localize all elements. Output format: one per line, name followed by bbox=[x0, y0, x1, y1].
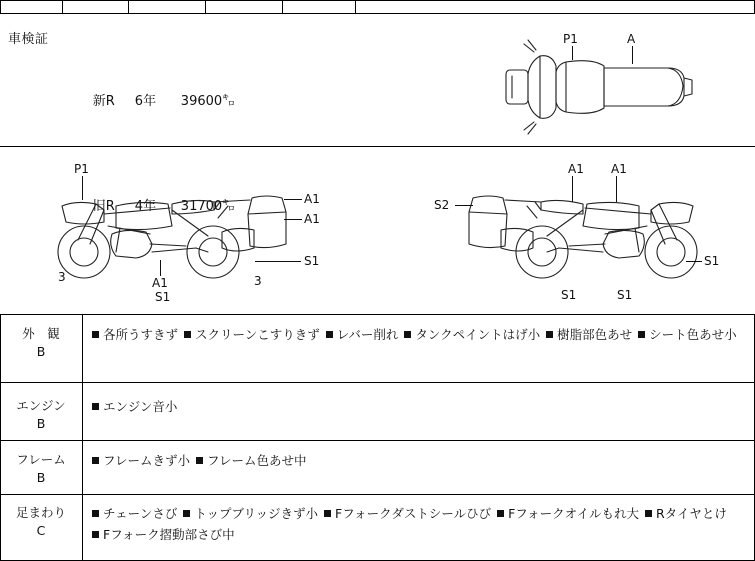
table-left-border bbox=[0, 314, 1, 561]
label-leader bbox=[82, 176, 83, 200]
diagram-label: S1 bbox=[704, 254, 720, 268]
bullet-icon bbox=[196, 457, 203, 464]
rule-row bbox=[0, 494, 755, 495]
condition-item: フレーム色あせ中 bbox=[207, 453, 307, 468]
bullet-icon bbox=[92, 510, 99, 517]
bullet-icon bbox=[92, 457, 99, 464]
diagram-label: A1 bbox=[304, 212, 320, 226]
toprow-divider bbox=[0, 0, 1, 13]
label-leader bbox=[284, 219, 302, 220]
condition-items bbox=[92, 324, 742, 345]
bullet-icon bbox=[645, 510, 652, 517]
condition-item: 各所うすきず bbox=[103, 327, 179, 342]
label-leader bbox=[255, 261, 301, 262]
bullet-icon bbox=[638, 331, 645, 338]
toprow-divider bbox=[282, 0, 283, 13]
shaken-amount: 39600㌔ bbox=[180, 94, 236, 109]
label-leader bbox=[455, 205, 473, 206]
condition-grade: B bbox=[36, 470, 46, 485]
label-leader bbox=[686, 261, 702, 262]
label-leader bbox=[572, 176, 573, 202]
shaken-type: 旧R bbox=[92, 199, 115, 214]
label-leader bbox=[572, 46, 573, 60]
shaken-label: 車検証 bbox=[8, 32, 49, 47]
condition-item: Rタイヤとけ bbox=[656, 506, 727, 521]
side-view-svg bbox=[0, 148, 755, 314]
condition-category: 足まわり bbox=[15, 505, 66, 520]
bullet-icon bbox=[497, 510, 504, 517]
rule-top bbox=[0, 0, 755, 1]
toprow-divider bbox=[355, 0, 356, 13]
bullet-icon bbox=[326, 331, 333, 338]
toprow-divider bbox=[205, 0, 206, 13]
rule-row bbox=[0, 440, 755, 441]
side-view-diagrams bbox=[0, 148, 755, 314]
toprow-divider bbox=[62, 0, 63, 13]
diagram-label: A1 bbox=[611, 162, 627, 176]
bullet-icon bbox=[92, 531, 99, 538]
label-leader bbox=[160, 260, 161, 276]
diagram-label: P1 bbox=[74, 162, 89, 176]
condition-item: エンジン音小 bbox=[103, 399, 178, 414]
condition-item: レバー削れ bbox=[336, 327, 399, 342]
condition-item: Fフォークオイルもれ大 bbox=[508, 506, 640, 521]
shaken-years: 4年 bbox=[134, 199, 157, 214]
diagram-label: S1 bbox=[561, 288, 577, 302]
condition-category: 外 観 bbox=[22, 326, 60, 341]
condition-grade: B bbox=[36, 416, 46, 431]
diagram-label: A bbox=[627, 32, 636, 46]
condition-item: フレームきず小 bbox=[103, 453, 191, 468]
diagram-label: S1 bbox=[155, 290, 171, 304]
front-view-diagram bbox=[0, 14, 755, 146]
shaken-years: 6年 bbox=[134, 94, 157, 109]
diagram-label: 3 bbox=[254, 274, 262, 288]
condition-grade: C bbox=[36, 523, 46, 538]
condition-item: スクリーンこすりきず bbox=[195, 327, 320, 342]
condition-items bbox=[92, 450, 742, 471]
diagram-label: S2 bbox=[434, 198, 450, 212]
label-leader bbox=[284, 199, 302, 200]
shaken-type: 新R bbox=[92, 94, 115, 109]
bullet-icon bbox=[92, 331, 99, 338]
shaken-amount: 31700㌔ bbox=[180, 199, 236, 214]
condition-item: トップブリッジきず小 bbox=[194, 506, 319, 521]
condition-item: Fフォーク摺動部さび中 bbox=[103, 527, 235, 542]
condition-items bbox=[92, 396, 742, 417]
bullet-icon bbox=[184, 331, 191, 338]
rule-under-top-diagram bbox=[0, 146, 755, 147]
diagram-label: 3 bbox=[58, 270, 66, 284]
bullet-icon bbox=[324, 510, 331, 517]
rule-under-side-diagrams bbox=[0, 314, 755, 315]
bullet-icon bbox=[404, 331, 411, 338]
front-view-svg bbox=[0, 14, 755, 146]
condition-category: エンジン bbox=[16, 398, 66, 413]
bullet-icon bbox=[546, 331, 553, 338]
condition-item: Fフォークダストシールひび bbox=[335, 506, 492, 521]
condition-item: 樹脂部色あせ bbox=[557, 327, 633, 342]
diagram-label: S1 bbox=[617, 288, 633, 302]
label-leader bbox=[632, 46, 633, 64]
category-column-divider bbox=[82, 314, 83, 561]
rule-row bbox=[0, 382, 755, 383]
diagram-label: S1 bbox=[304, 254, 320, 268]
condition-item: チェーンさび bbox=[103, 506, 178, 521]
condition-grade: B bbox=[36, 344, 46, 359]
bullet-icon bbox=[183, 510, 190, 517]
condition-item: タンクペイントはげ小 bbox=[415, 327, 541, 342]
diagram-label: P1 bbox=[563, 32, 578, 46]
bullet-icon bbox=[92, 403, 99, 410]
condition-item: シート色あせ小 bbox=[649, 327, 737, 342]
label-leader bbox=[616, 176, 617, 202]
toprow-divider bbox=[128, 0, 129, 13]
diagram-label: A1 bbox=[568, 162, 584, 176]
condition-category: フレーム bbox=[16, 452, 66, 467]
diagram-label: A1 bbox=[152, 276, 168, 290]
diagram-label: A1 bbox=[304, 192, 320, 206]
condition-items bbox=[92, 503, 742, 545]
